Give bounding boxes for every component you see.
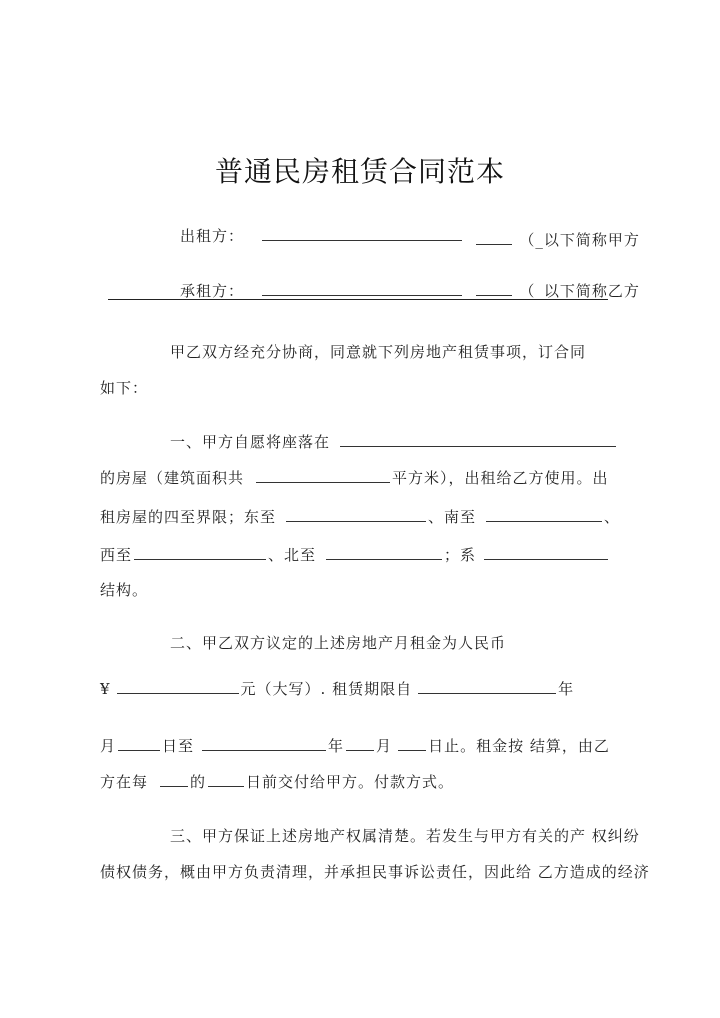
start-year-blank[interactable] — [418, 679, 556, 694]
text: 租房屋的四至界限；东至 — [100, 508, 277, 526]
text: 日止。租金按 结算，由乙 — [428, 737, 610, 755]
document-title: 普通民房租赁合同范本 — [214, 155, 505, 188]
text: 年 — [328, 737, 345, 755]
end-year-blank[interactable] — [202, 736, 326, 751]
start-month-blank[interactable] — [118, 736, 160, 751]
text: 年 — [558, 680, 575, 698]
lessee-suffix: （_以下简称乙方 — [519, 282, 640, 300]
lessor-suffix: （_以下简称甲方 — [519, 231, 640, 249]
south-blank[interactable] — [486, 507, 602, 522]
text: 的房屋（建筑面积共 — [100, 469, 245, 487]
clause1-line-3 — [100, 507, 620, 527]
north-blank[interactable] — [326, 545, 442, 560]
clause1-line-2 — [100, 468, 609, 488]
lessee-blank-2[interactable] — [476, 281, 512, 296]
text: ¥ — [100, 680, 111, 698]
intro-line-2: 如下： — [100, 379, 149, 397]
structure-blank[interactable] — [484, 545, 608, 560]
end-day-blank[interactable] — [398, 736, 426, 751]
clause2-line-4 — [100, 772, 454, 792]
text: 、 — [604, 508, 621, 526]
lessee-name-blank[interactable] — [262, 281, 462, 296]
pay-day-blank[interactable] — [208, 772, 244, 787]
text: 月 — [100, 737, 117, 755]
text: 的 — [190, 773, 207, 791]
location-blank[interactable] — [340, 432, 616, 447]
text: 日前交付给甲方。付款方式。 — [246, 773, 455, 791]
area-blank[interactable] — [256, 468, 390, 483]
west-blank[interactable] — [134, 545, 266, 560]
clause3-line-2: 债权债务，概由甲方负责清理，并承担民事诉讼责任，因此给 乙方造成的经济 — [100, 863, 650, 881]
end-month-blank[interactable] — [346, 736, 374, 751]
rent-blank[interactable] — [117, 679, 239, 694]
text: 元（大写）. 租赁期限自 — [240, 680, 413, 698]
clause2-line-1: 二、甲乙双方议定的上述房地产月租金为人民币 — [170, 634, 507, 652]
lessee-line — [180, 281, 640, 301]
clause3-line-1: 三、甲方保证上述房地产权属清楚。若发生与甲方有关的产 权纠纷 — [170, 827, 640, 845]
pay-period-blank[interactable] — [160, 772, 188, 787]
text: 方在每 — [100, 773, 149, 791]
lessor-name-blank[interactable] — [262, 226, 462, 241]
clause1-line-1 — [170, 432, 618, 452]
lessor-blank-2[interactable] — [476, 230, 512, 245]
intro-line-1: 甲乙双方经充分协商，同意就下列房地产租赁事项，订合同 — [170, 343, 587, 361]
text: 、北至 — [268, 546, 317, 564]
text: 、南至 — [428, 508, 477, 526]
clause2-line-3 — [100, 736, 610, 756]
text: 平方米），出租给乙方使用。出 — [392, 469, 609, 487]
clause1-line-5: 结构。 — [100, 581, 149, 599]
clause2-line-2 — [100, 679, 574, 699]
lessee-label: 承租方： — [180, 282, 245, 300]
lessor-line — [180, 226, 640, 249]
clause1-line-4 — [100, 545, 610, 565]
east-blank[interactable] — [286, 507, 426, 522]
text: 西至 — [100, 546, 133, 564]
text: ；系 — [444, 546, 477, 564]
text: 月 — [376, 737, 393, 755]
lessee-underline — [108, 299, 608, 300]
text: 一、甲方自愿将座落在 — [170, 433, 331, 451]
text: 日至 — [162, 737, 195, 755]
lessor-label: 出租方： — [180, 227, 245, 245]
